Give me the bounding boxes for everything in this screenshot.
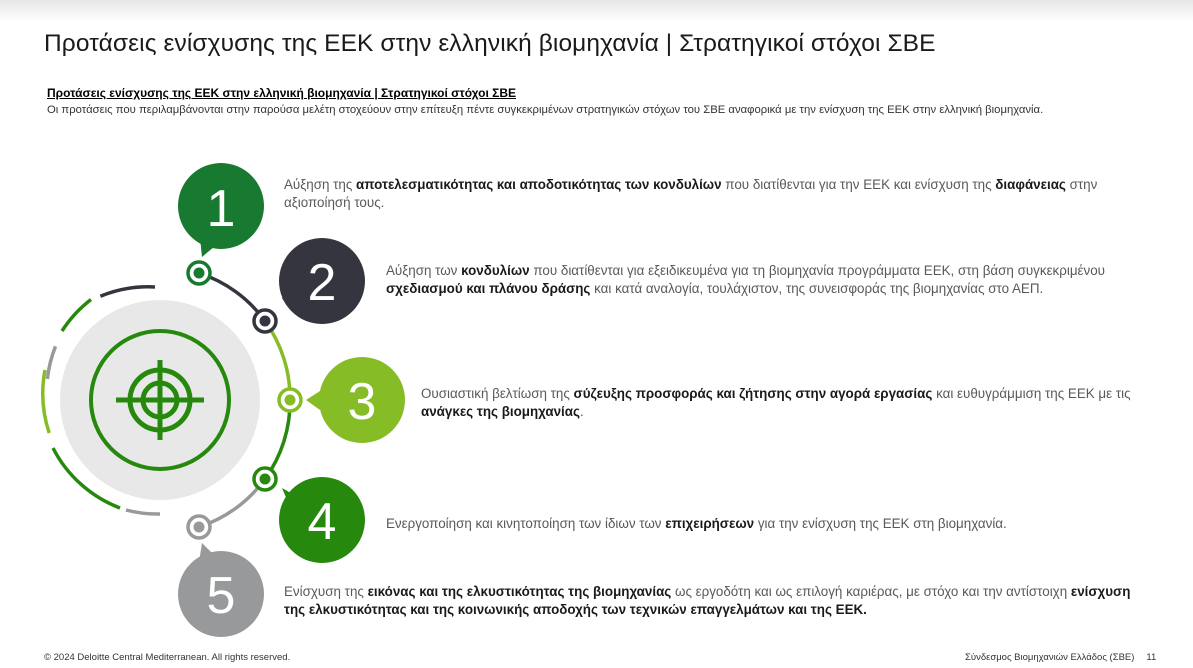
goal-text-run: και κατά αναλογία, τουλάχιστον, της συνεισφοράς της βιομηχανίας στο ΑΕΠ. xyxy=(590,281,1044,296)
goal-text-run: Αύξηση των xyxy=(386,263,462,278)
goal-text-run: για την ενίσχυση της ΕΕΚ στη βιομηχανία. xyxy=(754,516,1007,531)
goal-text-run: Ενεργοποίηση και κινητοποίηση των ίδιων των xyxy=(386,516,666,531)
page-number: 11 xyxy=(1146,652,1157,663)
goal-text-line xyxy=(421,385,1131,403)
goal-text-line xyxy=(284,583,1130,601)
goal-bubble-4 xyxy=(279,477,365,563)
outer-arc-green xyxy=(62,300,91,332)
goal-text-run: ως εργοδότη και ως επιλογή καριέρας, με στόχο και την αντίστοιχη xyxy=(671,584,1071,599)
goal-text-line xyxy=(284,176,1097,194)
goal-number-2: 2 xyxy=(307,254,337,312)
outer-arc-light-green xyxy=(43,370,49,433)
goal-text-bold: ανάγκες της βιομηχανίας xyxy=(421,404,580,419)
goal-text-run: και ευθυγράμμιση της ΕΕΚ με τις xyxy=(932,386,1131,401)
goal-bubble-5 xyxy=(178,543,264,637)
goal-text-bold: εικόνας και της ελκυστικότητας της βιομηχανίας xyxy=(367,584,672,599)
goal-text-run: αξιοποίησή τους. xyxy=(284,195,385,210)
goal-text-bold: κονδυλίων xyxy=(461,263,530,278)
goal-text-run: που διατίθενται για εξειδικευμένα για τη βιομηχανία προγράμματα ΕΕΚ, στη βάση συγκεκριμένου xyxy=(529,263,1105,278)
goal-text-bold: της ελκυστικότητας και της κοινωνικής αποδοχής των τεχνικών επαγγελμάτων και της ΕΕΚ. xyxy=(284,602,867,617)
node-3 xyxy=(279,389,301,411)
goal-number-1: 1 xyxy=(206,180,236,238)
section-subtitle: Προτάσεις ενίσχυσης της ΕΕΚ στην ελληνική βιομηχανία | Στρατηγικοί στόχοι ΣΒΕ xyxy=(47,86,516,100)
goal-text-line xyxy=(284,194,1097,212)
node-2 xyxy=(254,310,276,332)
goal-text-1 xyxy=(284,176,1097,212)
goal-text-line xyxy=(421,403,1131,421)
outer-arc-gray-bottom xyxy=(126,510,160,514)
goal-text-4 xyxy=(386,515,1007,533)
goal-text-bold: διαφάνειας xyxy=(995,177,1066,192)
goal-text-run: Αύξηση της xyxy=(284,177,357,192)
node-1 xyxy=(188,262,210,284)
goal-number-5: 5 xyxy=(206,567,236,625)
node-4 xyxy=(254,468,276,490)
footer-copyright: © 2024 Deloitte Central Mediterranean. All rights reserved. xyxy=(44,652,291,663)
goal-text-5 xyxy=(284,583,1130,619)
goal-text-run: στην xyxy=(1065,177,1098,192)
goal-bubble-3 xyxy=(306,357,405,443)
goal-text-3 xyxy=(421,385,1131,421)
goal-text-bold: ενίσχυση xyxy=(1070,584,1131,599)
goal-text-bold: επιχειρήσεων xyxy=(665,516,755,531)
page-title: Προτάσεις ενίσχυσης της ΕΕΚ στην ελληνική βιομηχανία | Στρατηγικοί στόχοι ΣΒΕ xyxy=(44,30,936,57)
goal-text-run: που διατίθενται για την ΕΕΚ και ενίσχυση της xyxy=(721,177,996,192)
goal-bubble-1 xyxy=(178,163,264,257)
goal-text-bold: σχεδιασμού και πλάνου δράσης xyxy=(386,281,591,296)
section-description: Οι προτάσεις που περιλαμβάνονται στην παρούσα μελέτη στοχεύουν στην επίτευξη πέντε συγκεκριμένων στρατηγικών στόχων του ΣΒΕ αναφορικά με την ενίσχυση της ΕΕΚ στην ελληνική βιομηχανία. xyxy=(47,104,1044,116)
footer-organization: Σύνδεσμος Βιομηχανιών Ελλάδος (ΣΒΕ) xyxy=(965,652,1135,663)
goal-number-4: 4 xyxy=(307,493,337,551)
goal-text-bold: σύζευξης προσφοράς και ζήτησης στην αγορά εργασίας xyxy=(573,386,933,401)
goal-text-run: . xyxy=(579,404,584,419)
node-5 xyxy=(188,516,210,538)
goal-text-line xyxy=(386,280,1105,298)
goal-bubble-2 xyxy=(279,238,365,324)
goal-text-run: Ουσιαστική βελτίωση της xyxy=(421,386,574,401)
goal-number-3: 3 xyxy=(347,373,377,431)
outer-arc-dark xyxy=(100,287,155,296)
goal-text-line xyxy=(284,601,1130,619)
goal-text-2 xyxy=(386,262,1105,298)
footer-organization-block xyxy=(965,652,1156,663)
goal-text-run: Ενίσχυση της xyxy=(284,584,368,599)
goal-text-bold: αποτελεσματικότητας και αποδοτικότητας των κονδυλίων xyxy=(356,177,722,192)
outer-arc-gray xyxy=(47,346,55,379)
goal-text-line xyxy=(386,515,1007,533)
goal-text-line xyxy=(386,262,1105,280)
